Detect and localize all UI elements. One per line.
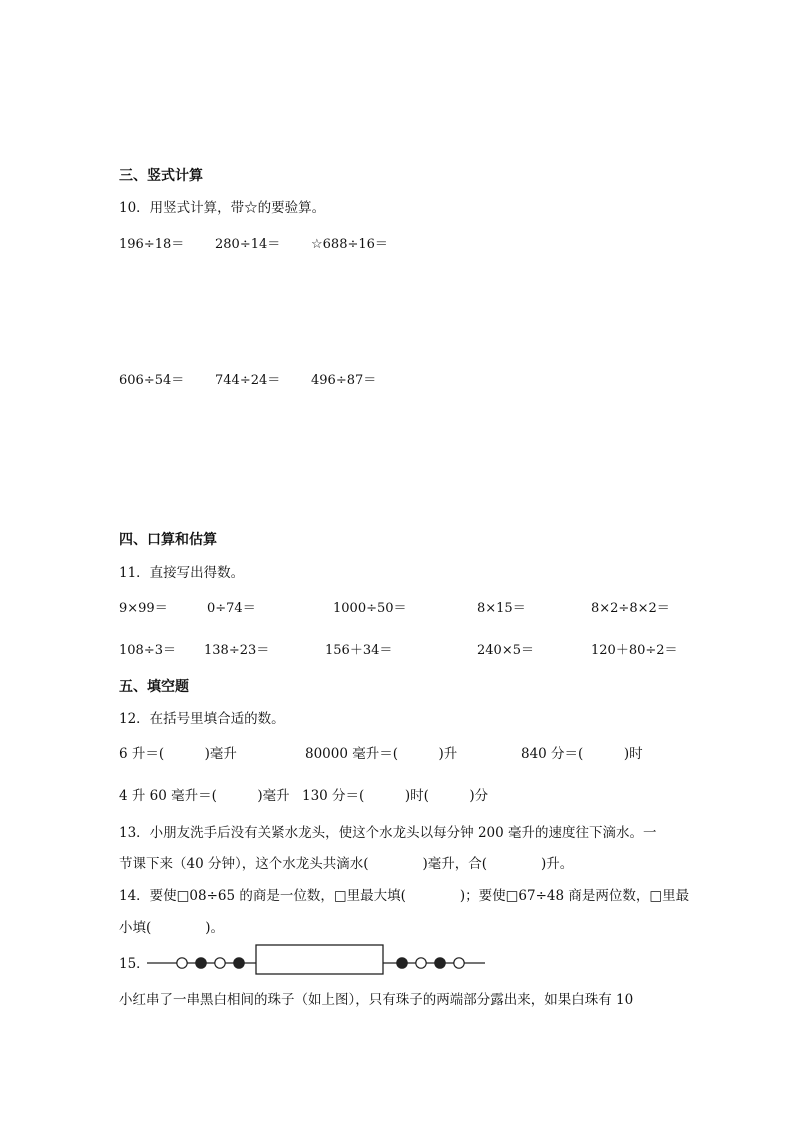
q12-item-2: 80000 毫升＝( )升 bbox=[305, 746, 458, 762]
bead-string-figure bbox=[145, 942, 495, 982]
q10-expr-1: 196÷18＝ bbox=[119, 237, 185, 252]
question-15-text: 小红串了一串黑白相间的珠子（如上图），只有珠子的两端部分露出来，如果白珠有 10 bbox=[119, 992, 634, 1008]
q12-item-4: 4 升 60 毫升＝( )毫升 bbox=[119, 788, 290, 804]
q11-expr-5: 8×2÷8×2＝ bbox=[591, 601, 670, 616]
section-title-4: 四、口算和估算 bbox=[119, 532, 217, 548]
question-10-prompt: 10．用竖式计算，带☆的要验算。 bbox=[119, 200, 326, 216]
q12-item-5: 130 分＝( )时( )分 bbox=[302, 788, 489, 804]
q10-expr-4: 606÷54＝ bbox=[119, 373, 185, 388]
question-13-line-1: 13．小朋友洗手后没有关紧水龙头，使这个水龙头以每分钟 200 毫升的速度往下滴水。一 bbox=[119, 825, 657, 841]
q11-expr-9: 240×5＝ bbox=[477, 643, 534, 658]
bead-right-4-white bbox=[454, 958, 464, 968]
bead-right-1-black bbox=[397, 958, 407, 968]
q11-expr-3: 1000÷50＝ bbox=[333, 601, 407, 616]
q11-expr-4: 8×15＝ bbox=[477, 601, 526, 616]
q12-item-3: 840 分＝( )时 bbox=[521, 746, 643, 762]
question-15-label: 15． bbox=[119, 956, 150, 972]
q10-expr-6: 496÷87＝ bbox=[311, 373, 377, 388]
bead-left-4-black bbox=[234, 958, 244, 968]
question-14-line-1: 14．要使□08÷65 的商是一位数，□里最大填( )；要使□67÷48 商是两位数，□里最 bbox=[119, 888, 690, 904]
q10-expr-3: ☆688÷16＝ bbox=[311, 237, 388, 252]
q11-expr-6: 108÷3＝ bbox=[119, 643, 176, 658]
q11-expr-8: 156＋34＝ bbox=[325, 643, 393, 658]
question-13-line-2: 节课下来（40 分钟），这个水龙头共滴水( )毫升，合( )升。 bbox=[119, 856, 574, 872]
question-14-line-2: 小填( )。 bbox=[119, 920, 225, 936]
section-title-5: 五、填空题 bbox=[119, 679, 189, 695]
bead-cover-box bbox=[256, 945, 383, 974]
q11-expr-7: 138÷23＝ bbox=[204, 643, 270, 658]
q12-item-1: 6 升＝( )毫升 bbox=[119, 746, 237, 762]
q11-expr-10: 120＋80÷2＝ bbox=[591, 643, 678, 658]
q11-expr-2: 0÷74＝ bbox=[207, 601, 256, 616]
section-title-3: 三、竖式计算 bbox=[119, 168, 203, 184]
bead-left-2-black bbox=[196, 958, 206, 968]
bead-left-1-white bbox=[177, 958, 187, 968]
q10-expr-5: 744÷24＝ bbox=[215, 373, 281, 388]
question-12-prompt: 12．在括号里填合适的数。 bbox=[119, 711, 285, 727]
bead-left-3-white bbox=[215, 958, 225, 968]
q10-expr-2: 280÷14＝ bbox=[215, 237, 281, 252]
q11-expr-1: 9×99＝ bbox=[119, 601, 168, 616]
question-11-prompt: 11．直接写出得数。 bbox=[119, 565, 245, 581]
bead-right-3-black bbox=[435, 958, 445, 968]
bead-right-2-white bbox=[416, 958, 426, 968]
